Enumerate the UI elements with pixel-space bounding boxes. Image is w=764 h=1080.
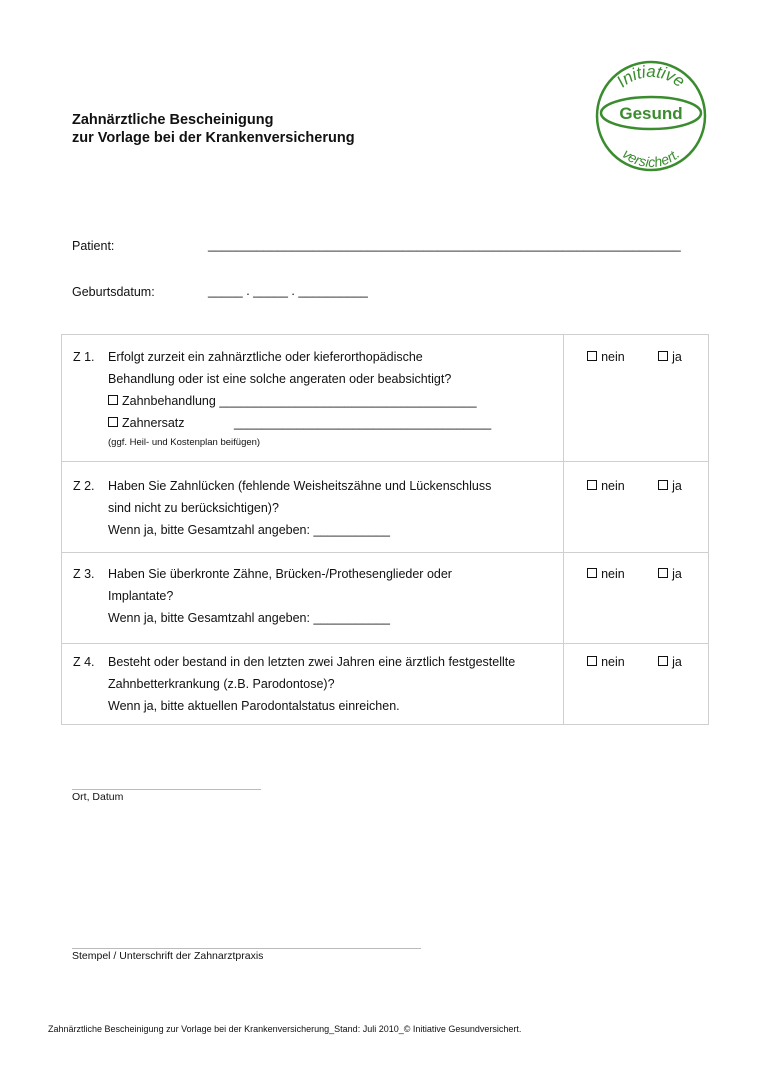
question-number: Z 3. (73, 567, 95, 581)
question-text: Wenn ja, bitte Gesamtzahl angeben: ___________ (108, 523, 390, 537)
zahnbehandlung-field[interactable]: _____________________________________ (219, 394, 477, 408)
answer-yes[interactable]: ja (658, 479, 682, 493)
question-text: Haben Sie überkronte Zähne, Brücken-/Prothesenglieder oder (108, 567, 452, 581)
question-text: Erfolgt zurzeit ein zahnärztliche oder kieferorthopädische (108, 350, 423, 364)
birth-date-field[interactable]: _____ . _____ . __________ (208, 284, 368, 298)
zahnersatz-option[interactable] (108, 412, 491, 434)
logo-middle-text: Gesund (619, 104, 683, 123)
logo-top-text: Initiative (612, 61, 689, 92)
patient-field[interactable]: ____________________________________________________________________ (208, 238, 681, 252)
checkbox-icon[interactable] (587, 568, 597, 578)
checkbox-icon[interactable] (587, 656, 597, 666)
checkbox-icon[interactable] (108, 417, 118, 427)
questions-table (61, 334, 709, 725)
question-row-z1 (62, 335, 709, 462)
question-text: Wenn ja, bitte aktuellen Parodontalstatus einreichen. (108, 699, 400, 713)
answer-yes[interactable]: ja (658, 567, 682, 581)
logo-bottom-text: versichert. (619, 145, 683, 171)
question-row-z2 (62, 462, 709, 553)
answer-yes[interactable]: ja (658, 655, 682, 669)
document-title (72, 111, 355, 147)
title-line-1: Zahnärztliche Bescheinigung (72, 112, 274, 128)
zahnbehandlung-label: Zahnbehandlung (122, 394, 216, 408)
place-date-label: Ort, Datum (72, 791, 124, 803)
question-number: Z 2. (73, 479, 95, 493)
checkbox-icon[interactable] (658, 351, 668, 361)
question-text: sind nicht zu berücksichtigen)? (108, 501, 279, 515)
question-text: Behandlung oder ist eine solche angeraten oder beabsichtigt? (108, 372, 452, 386)
zahnersatz-label: Zahnersatz (122, 416, 185, 430)
patient-label: Patient: (72, 239, 115, 253)
answer-yes[interactable]: ja (658, 350, 682, 364)
answer-no[interactable]: nein (587, 567, 625, 581)
zahnbehandlung-option[interactable] (108, 390, 491, 412)
footer-text: Zahnärztliche Bescheinigung zur Vorlage bei der Krankenversicherung_Stand: Juli 2010_© Initiative Gesundversichert. (48, 1024, 522, 1034)
checkbox-icon[interactable] (587, 480, 597, 490)
checkbox-icon[interactable] (108, 395, 118, 405)
question-row-z4 (62, 644, 709, 725)
checkbox-icon[interactable] (658, 480, 668, 490)
question-note: (ggf. Heil- und Kostenplan beifügen) (108, 437, 261, 448)
question-text: Implantate? (108, 589, 174, 603)
question-text: Besteht oder bestand in den letzten zwei Jahren eine ärztlich festgestellte (108, 655, 516, 669)
zahnersatz-field[interactable]: _____________________________________ (234, 416, 492, 430)
checkbox-icon[interactable] (587, 351, 597, 361)
answer-no[interactable]: nein (587, 479, 625, 493)
question-text: Zahnbetterkrankung (z.B. Parodontose)? (108, 677, 335, 691)
question-text: Wenn ja, bitte Gesamtzahl angeben: ___________ (108, 611, 390, 625)
answer-no[interactable]: nein (587, 350, 625, 364)
answer-no[interactable]: nein (587, 655, 625, 669)
birth-date-label: Geburtsdatum: (72, 285, 155, 299)
question-number: Z 1. (73, 350, 95, 364)
place-date-line[interactable] (72, 789, 261, 790)
question-row-z3 (62, 553, 709, 644)
stamp-signature-label: Stempel / Unterschrift der Zahnarztpraxis (72, 950, 264, 962)
initiative-gesund-versichert-logo (592, 57, 710, 175)
title-line-2: zur Vorlage bei der Krankenversicherung (72, 130, 355, 146)
stamp-signature-line[interactable] (72, 948, 421, 949)
question-text: Haben Sie Zahnlücken (fehlende Weisheitszähne und Lückenschluss (108, 479, 492, 493)
svg-text:Initiative (613, 62, 688, 91)
checkbox-icon[interactable] (658, 568, 668, 578)
question-number: Z 4. (73, 655, 95, 669)
checkbox-icon[interactable] (658, 656, 668, 666)
